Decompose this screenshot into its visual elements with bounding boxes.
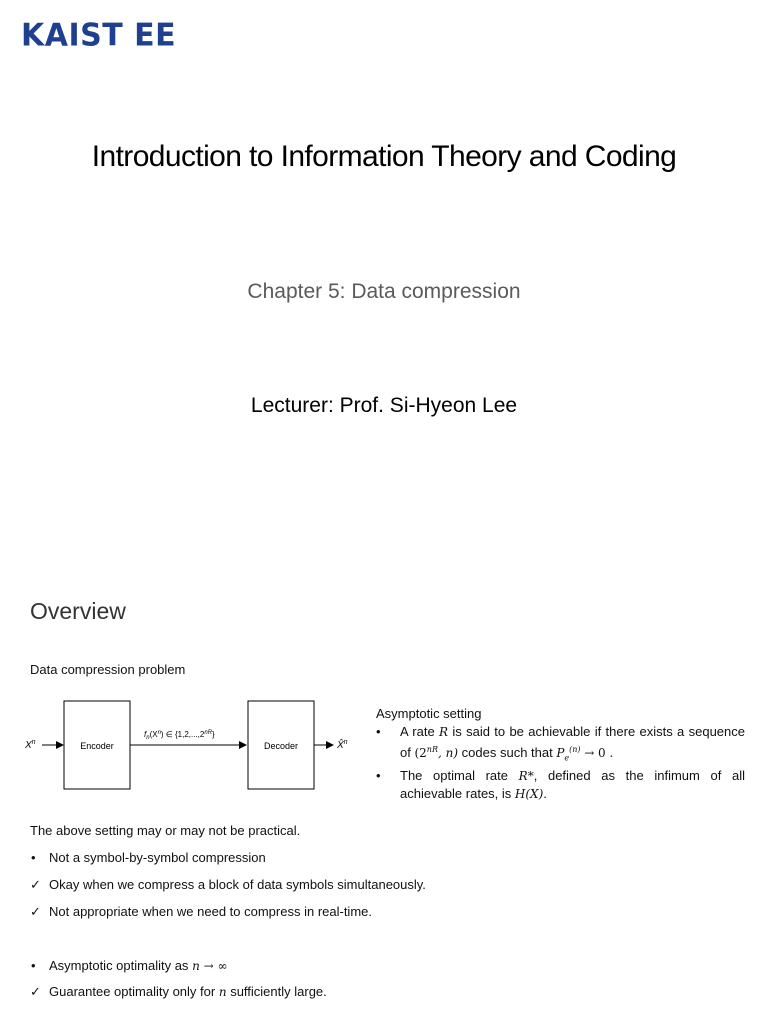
list-item: ✓ Okay when we compress a block of data symbols simultaneously.: [30, 877, 426, 892]
chapter-title: Chapter 5: Data compression: [247, 280, 521, 303]
decoder-label: Decoder: [263, 741, 299, 751]
kaist-ee-logo: KAIST EE: [21, 17, 177, 54]
checkmark-icon: ✓: [30, 877, 41, 892]
overview-heading: Overview: [30, 598, 126, 624]
output-label: X̂$^n$: [337, 739, 348, 751]
course-title: Introduction to Information Theory and Coding: [91, 140, 677, 173]
bullet-icon: •: [31, 958, 36, 973]
bullet-icon: •: [31, 850, 36, 865]
achievable-rate-definition: • A rate R is said to be achievable if there exists a sequence of ($2^{nR}$, n) codes such that $P_e^{(n)} \to 0$ .: [376, 723, 745, 767]
list-item: ✓ Not appropriate when we need to compress in real-time.: [30, 904, 372, 919]
list-item: ✓ Guarantee optimality only for n sufficiently large.: [30, 984, 327, 999]
lecturer-line: Lecturer: Prof. Si-Hyeon Lee: [250, 394, 518, 417]
codeword-label: $f_n(X^n)$ ∈ $\{1,2,...,2^{nR}\}$: [144, 730, 215, 741]
asymptotic-setting: [376, 705, 745, 803]
checkmark-icon: ✓: [30, 984, 41, 999]
practicality-note: The above setting may or may not be practical.: [30, 823, 301, 838]
optimal-rate-definition: • The optimal rate R*, defined as the infimum of all achievable rates, is H(X).: [376, 767, 745, 803]
checkmark-icon: ✓: [30, 904, 41, 919]
encoder-label: Encoder: [80, 741, 114, 751]
list-item: • Asymptotic optimality as n → ∞: [31, 958, 228, 973]
problem-label: Data compression problem: [30, 662, 186, 677]
encoder-decoder-diagram: [20, 692, 360, 792]
input-label: $X^n$: [25, 739, 36, 751]
asymptotic-heading: Asymptotic setting: [376, 706, 482, 721]
list-item: • Not a symbol-by-symbol compression: [31, 850, 266, 865]
